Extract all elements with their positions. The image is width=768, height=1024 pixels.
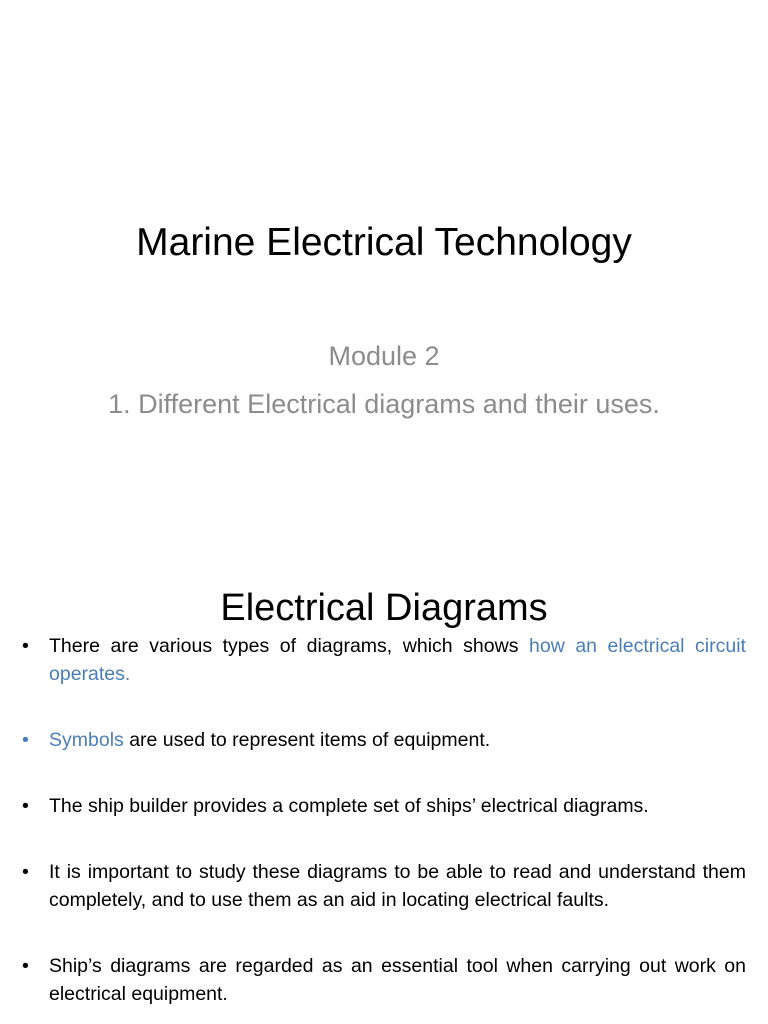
slide-heading: Electrical Diagrams <box>220 587 548 629</box>
bullet-marker: • <box>22 861 29 883</box>
topic-label: 1. Different Electrical diagrams and their uses. <box>108 389 660 419</box>
bullet-marker: • <box>22 729 29 751</box>
bullet-item-symbols <box>22 726 746 754</box>
bullet-text: There are various types of diagrams, which shows <box>49 635 529 657</box>
bullet-text: It is important to study these diagrams to be able to read and understand them completely, and to use them as an aid in locating electrical faults. <box>49 861 746 911</box>
module-label: Module 2 <box>328 341 440 371</box>
bullet-list <box>22 632 746 1008</box>
bullet-text: The ship builder provides a complete set of ships’ electrical diagrams. <box>49 795 649 817</box>
content-slide <box>0 556 768 1024</box>
bullet-item-study-diagrams <box>22 858 746 914</box>
subtitle-block <box>0 332 768 428</box>
bullet-text: are used to represent items of equipment. <box>123 729 491 751</box>
presentation-title: Marine Electrical Technology <box>136 221 632 264</box>
bullet-highlight: Symbols <box>49 729 124 751</box>
bullet-item-ship-builder <box>22 792 746 820</box>
bullet-marker: • <box>22 635 29 657</box>
bullet-item-diagram-types <box>22 632 746 688</box>
bullet-text: Ship’s diagrams are regarded as an essential tool when carrying out work on electrical equipment. <box>49 955 746 1005</box>
bullet-marker: • <box>22 955 29 977</box>
bullet-highlight: how an electrical circuit operates. <box>49 635 746 685</box>
bullet-item-essential-tool <box>22 952 746 1008</box>
bullet-marker: • <box>22 795 29 817</box>
